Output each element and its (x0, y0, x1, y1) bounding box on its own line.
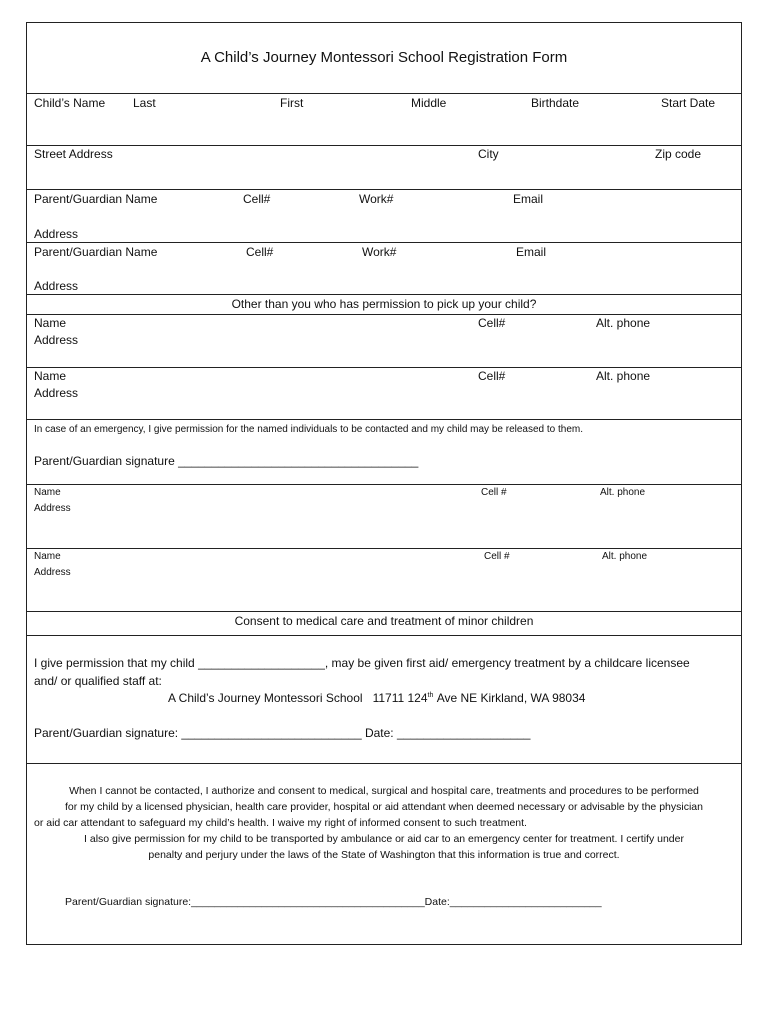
pickup-2-alt-phone-label: Alt. phone (596, 369, 651, 383)
pickup-1-name-label: Name (34, 316, 67, 330)
authorization-line-3: or aid car attendant to safeguard my child’s health. I waive my right of informed consent to such treatment. (34, 817, 527, 829)
pickup-heading-row (27, 294, 741, 314)
consent-section[interactable] (27, 635, 741, 763)
emergency-2-name-label: Name (34, 551, 61, 562)
emergency-permission-section[interactable] (27, 419, 741, 484)
street-address-row[interactable] (27, 145, 741, 189)
guardian-1-cell-label: Cell# (243, 192, 271, 206)
child-name-row[interactable] (27, 93, 741, 145)
consent-line-2: and/ or qualified staff at: (34, 674, 162, 688)
emergency-signature-line[interactable]: Parent/Guardian signature ____________________________________ (34, 454, 419, 468)
pickup-contact-2[interactable] (27, 367, 741, 419)
authorization-line-5: penalty and perjury under the laws of the State of Washington that this information is true and correct. (148, 849, 620, 861)
consent-heading: Consent to medical care and treatment of minor children (234, 614, 534, 628)
consent-line-1: I give permission that my child ___________________, may be given first aid/ emergency treatment by a childcare licensee (34, 656, 690, 670)
school-address-suffix: th (427, 692, 434, 699)
pickup-1-address-label: Address (34, 333, 79, 347)
guardian-2-email-label: Email (516, 245, 547, 259)
school-address-number: 11711 124 (372, 691, 428, 705)
emergency-1-alt-phone-label: Alt. phone (600, 487, 646, 498)
registration-form (26, 22, 742, 945)
child-name-label: Child’s Name (34, 96, 106, 110)
emergency-contact-1[interactable] (27, 484, 741, 548)
school-address-street: Ave NE Kirkland, WA 98034 (436, 691, 586, 705)
middle-name-label: Middle (411, 96, 447, 110)
pickup-contact-1[interactable] (27, 314, 741, 367)
guardian-1-work-label: Work# (359, 192, 394, 206)
authorization-line-1: When I cannot be contacted, I authorize and consent to medical, surgical and hospital care, treatments and procedures to be performed (69, 785, 699, 797)
pickup-1-cell-label: Cell# (478, 316, 506, 330)
last-name-label: Last (133, 96, 156, 110)
emergency-2-cell-label: Cell # (484, 551, 510, 562)
title-section (27, 23, 741, 93)
start-date-label: Start Date (661, 96, 716, 110)
emergency-1-address-label: Address (34, 503, 71, 514)
city-label: City (478, 147, 499, 161)
zip-code-label: Zip code (655, 147, 702, 161)
form-title: A Child’s Journey Montessori School Registration Form (200, 49, 568, 66)
authorization-section[interactable] (27, 763, 741, 945)
pickup-2-name-label: Name (34, 369, 67, 383)
guardian-2-name-label: Parent/Guardian Name (34, 245, 158, 259)
street-address-label: Street Address (34, 147, 113, 161)
pickup-heading: Other than you who has permission to pick up your child? (231, 297, 537, 311)
guardian-2-work-label: Work# (362, 245, 397, 259)
emergency-1-cell-label: Cell # (481, 487, 507, 498)
guardian-2-address-label: Address (34, 279, 79, 293)
pickup-2-address-label: Address (34, 386, 79, 400)
guardian-1-address-label: Address (34, 227, 79, 241)
guardian-1-name-label: Parent/Guardian Name (34, 192, 158, 206)
emergency-statement: In case of an emergency, I give permission for the named individuals to be contacted and my child may be released to them. (34, 424, 583, 435)
guardian-2-cell-label: Cell# (246, 245, 274, 259)
authorization-line-2: for my child by a licensed physician, health care provider, hospital or aid attendant when deemed necessary or advisable by the physician (65, 801, 703, 813)
guardian-1-section[interactable] (27, 189, 741, 242)
authorization-line-4: I also give permission for my child to be transported by ambulance or aid car to an emergency center for treatment. I certify under (84, 833, 684, 845)
emergency-1-name-label: Name (34, 487, 61, 498)
consent-heading-row (27, 611, 741, 635)
birthdate-label: Birthdate (531, 96, 580, 110)
pickup-2-cell-label: Cell# (478, 369, 506, 383)
guardian-2-section[interactable] (27, 242, 741, 294)
school-address-line (168, 691, 585, 705)
emergency-contact-2[interactable] (27, 548, 741, 611)
emergency-2-alt-phone-label: Alt. phone (602, 551, 648, 562)
school-name: A Child’s Journey Montessori School (168, 691, 363, 705)
pickup-1-alt-phone-label: Alt. phone (596, 316, 651, 330)
authorization-signature-line[interactable]: Parent/Guardian signature:________________________________________Date:__________________________ (65, 896, 602, 908)
guardian-1-email-label: Email (513, 192, 544, 206)
first-name-label: First (280, 96, 304, 110)
consent-signature-line[interactable]: Parent/Guardian signature: ___________________________ Date: ____________________ (34, 726, 531, 740)
emergency-2-address-label: Address (34, 567, 71, 578)
